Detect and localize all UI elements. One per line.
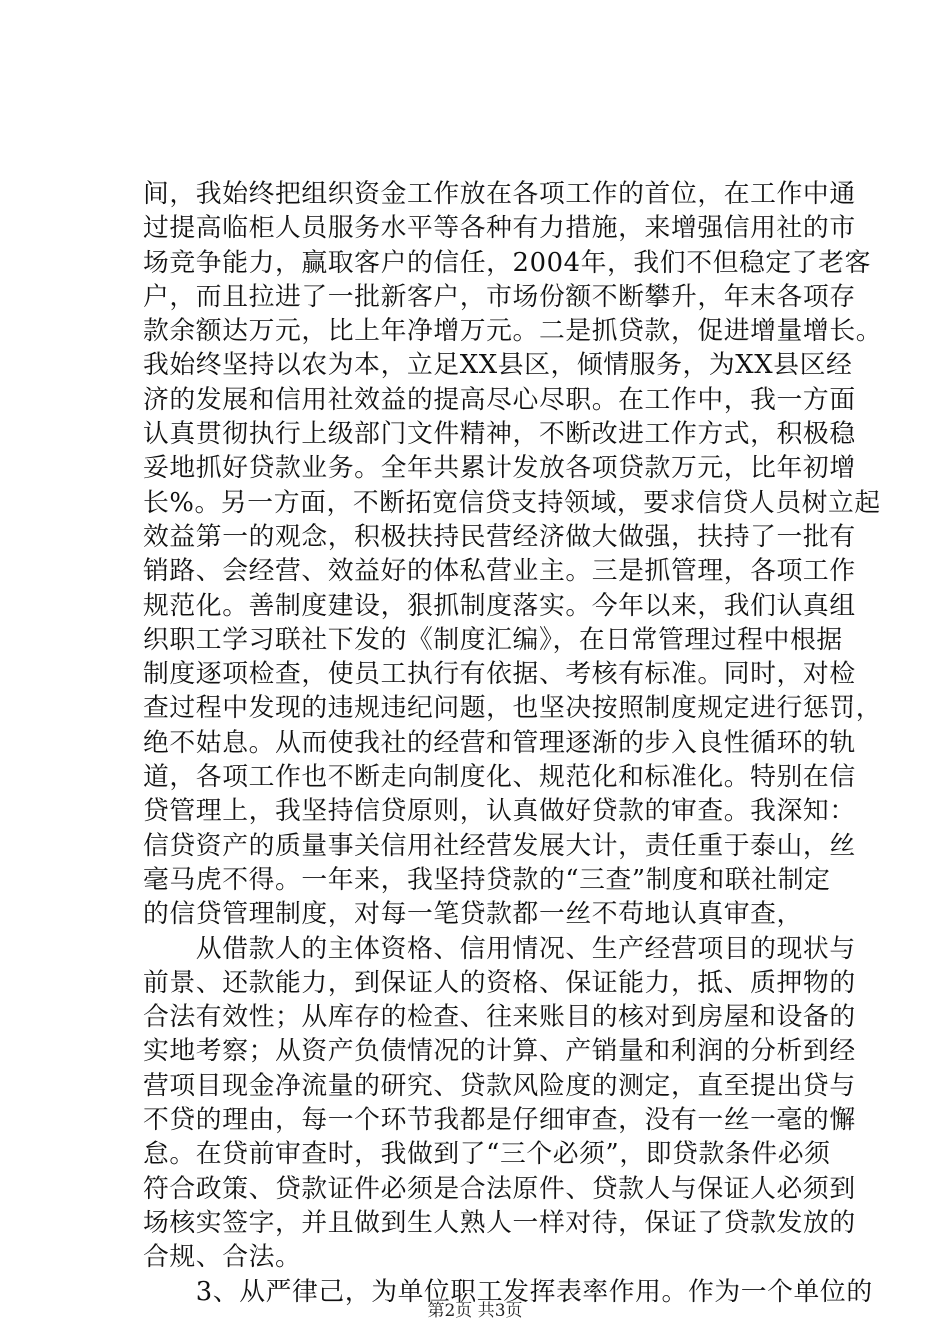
text-line: 效益第一的观念，积极扶持民营经济做大做强，扶持了一批有 (143, 521, 856, 552)
text-line: 查过程中发现的违规违纪问题，也坚决按照制度规定进行惩罚， (143, 693, 883, 724)
text-line: 绝不姑息。从而使我社的经营和管理逐渐的步入良性循环的轨 (143, 727, 856, 758)
text-line: 前景、还款能力，到保证人的资格、保证能力，抵、质押物的 (143, 967, 856, 998)
text-line: 道，各项工作也不断走向制度化、规范化和标准化。特别在信 (143, 762, 856, 793)
text-line: 从借款人的主体资格、信用情况、生产经营项目的现状与 (143, 933, 856, 964)
text-line: 不贷的理由，每一个环节我都是仔细审查，没有一丝一毫的懈 (143, 1105, 856, 1136)
text-line: 过提高临柜人员服务水平等各种有力措施，来增强信用社的市 (143, 213, 856, 244)
text-line: 符合政策、贷款证件必须是合法原件、贷款人与保证人必须到 (143, 1173, 856, 1204)
text-line: 营项目现金净流量的研究、贷款风险度的测定，直至提出贷与 (143, 1070, 856, 1101)
text-line: 我始终坚持以农为本，立足XX县区，倾情服务，为XX县区经 (143, 350, 853, 381)
text-line: 合规、合法。 (143, 1242, 302, 1273)
text-line: 织职工学习联社下发的《制度汇编》，在日常管理过程中根据 (143, 624, 843, 655)
text-line: 认真贯彻执行上级部门文件精神，不断改进工作方式，积极稳 (143, 419, 856, 450)
text-line: 制度逐项检查，使员工执行有依据、考核有标准。同时，对检 (143, 659, 856, 690)
text-line: 款余额达万元，比上年净增万元。二是抓贷款，促进增量增长。 (143, 316, 883, 347)
page-footer: 第2页 共3页 (427, 1301, 523, 1321)
text-line: 实地考察；从资产负债情况的计算、产销量和利润的分析到经 (143, 1036, 856, 1067)
text-line: 户，而且拉进了一批新客户，市场份额不断攀升，年末各项存 (143, 281, 856, 312)
text-line: 毫马虎不得。一年来，我坚持贷款的“三查”制度和联社制定 (143, 864, 831, 895)
text-line: 销路、会经营、效益好的体私营业主。三是抓管理，各项工作 (143, 556, 856, 587)
text-line: 间，我始终把组织资金工作放在各项工作的首位，在工作中通 (143, 179, 856, 209)
body-text (143, 177, 883, 1309)
text-line: 场竞争能力，赢取客户的信任，2004年，我们不但稳定了老客 (143, 247, 871, 278)
text-line: 的信贷管理制度，对每一笔贷款都一丝不苟地认真审查， (143, 899, 803, 930)
text-line: 3、从严律己，为单位职工发挥表率作用。作为一个单位的 (143, 1276, 873, 1307)
text-line: 规范化。善制度建设，狠抓制度落实。今年以来，我们认真组 (143, 590, 856, 621)
text-line: 信贷资产的质量事关信用社经营发展大计，责任重于泰山，丝 (143, 830, 856, 861)
text-line: 合法有效性；从库存的检查、往来账目的核对到房屋和设备的 (143, 1002, 856, 1033)
text-line: 济的发展和信用社效益的提高尽心尽职。在工作中，我一方面 (143, 384, 856, 415)
text-line: 怠。在贷前审查时，我做到了“三个必须”，即贷款条件必须 (143, 1139, 831, 1170)
text-line: 场核实签字，并且做到生人熟人一样对待，保证了贷款发放的 (143, 1207, 856, 1238)
text-line: 贷管理上，我坚持信贷原则，认真做好贷款的审查。我深知： (143, 796, 856, 827)
text-line: 长%。另一方面，不断拓宽信贷支持领域，要求信贷人员树立起 (143, 487, 881, 518)
text-line: 妥地抓好贷款业务。全年共累计发放各项贷款万元，比年初增 (143, 453, 856, 484)
